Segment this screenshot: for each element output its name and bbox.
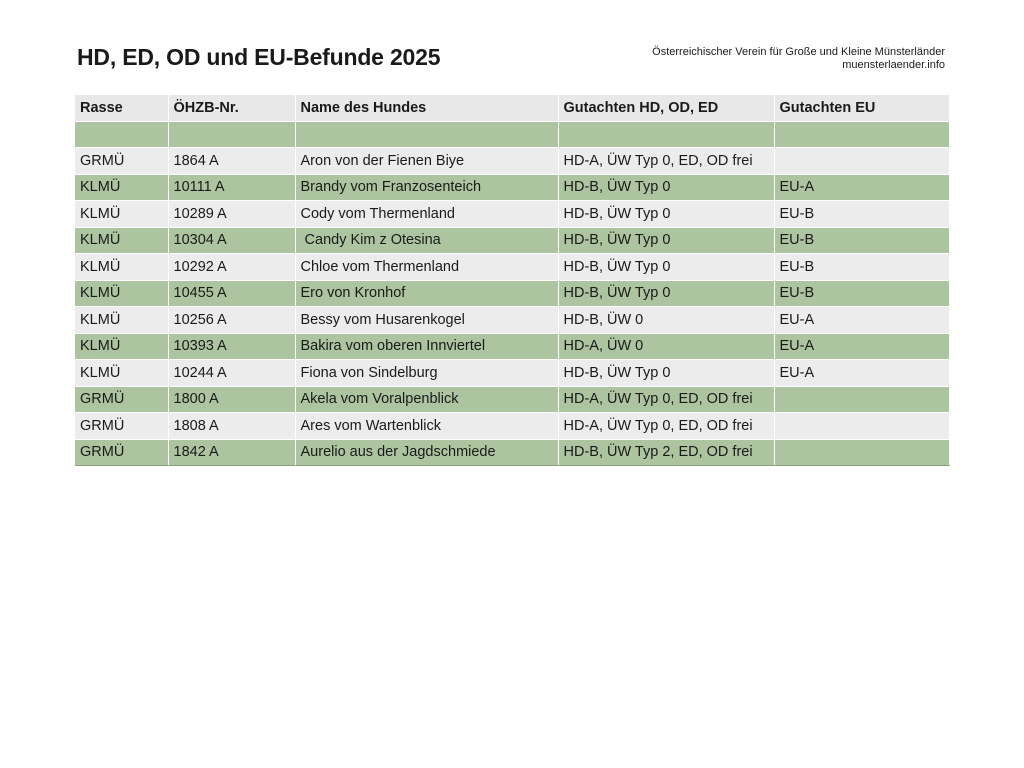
cell-oehzb-nr: 10289 A (168, 201, 295, 228)
table-row (75, 174, 949, 201)
cell-gutachten-eu: EU-B (774, 227, 949, 254)
organization-url: muensterlaender.info (842, 59, 945, 71)
cell-name: Cody vom Thermenland (295, 201, 558, 228)
cell-gutachten-hd-od-ed (558, 121, 774, 148)
cell-rasse: GRMÜ (75, 148, 168, 175)
table-row (75, 333, 949, 360)
cell-gutachten-eu (774, 121, 949, 148)
cell-oehzb-nr: 10304 A (168, 227, 295, 254)
cell-name: Aron von der Fienen Biye (295, 148, 558, 175)
cell-name: Fiona von Sindelburg (295, 360, 558, 387)
cell-gutachten-hd-od-ed: HD-B, ÜW Typ 0 (558, 360, 774, 387)
table-row (75, 413, 949, 440)
table-row (75, 254, 949, 281)
cell-gutachten-eu: EU-A (774, 333, 949, 360)
cell-gutachten-eu (774, 439, 949, 466)
cell-gutachten-hd-od-ed: HD-A, ÜW Typ 0, ED, OD frei (558, 148, 774, 175)
table-row (75, 307, 949, 334)
befunde-table (75, 95, 950, 466)
table-row (75, 280, 949, 307)
cell-rasse: KLMÜ (75, 174, 168, 201)
cell-oehzb-nr: 10111 A (168, 174, 295, 201)
cell-gutachten-eu: EU-A (774, 360, 949, 387)
cell-name: Ares vom Wartenblick (295, 413, 558, 440)
cell-gutachten-eu: EU-B (774, 201, 949, 228)
cell-name: Brandy vom Franzosenteich (295, 174, 558, 201)
cell-gutachten-hd-od-ed: HD-B, ÜW 0 (558, 307, 774, 334)
cell-gutachten-eu (774, 386, 949, 413)
cell-gutachten-eu: EU-B (774, 254, 949, 281)
cell-gutachten-hd-od-ed: HD-B, ÜW Typ 0 (558, 227, 774, 254)
cell-name (295, 121, 558, 148)
cell-gutachten-hd-od-ed: HD-B, ÜW Typ 2, ED, OD frei (558, 439, 774, 466)
cell-gutachten-hd-od-ed: HD-B, ÜW Typ 0 (558, 280, 774, 307)
cell-oehzb-nr: 10256 A (168, 307, 295, 334)
organization-info (652, 46, 945, 72)
cell-gutachten-hd-od-ed: HD-A, ÜW Typ 0, ED, OD frei (558, 386, 774, 413)
cell-rasse (75, 121, 168, 148)
cell-rasse: GRMÜ (75, 413, 168, 440)
column-header-oehzb-nr: ÖHZB-Nr. (168, 95, 295, 121)
table-header-row (75, 95, 949, 121)
cell-gutachten-hd-od-ed: HD-B, ÜW Typ 0 (558, 201, 774, 228)
cell-name: Bessy vom Husarenkogel (295, 307, 558, 334)
cell-name: Bakira vom oberen Innviertel (295, 333, 558, 360)
table-row (75, 360, 949, 387)
cell-oehzb-nr: 10455 A (168, 280, 295, 307)
cell-oehzb-nr: 1842 A (168, 439, 295, 466)
cell-oehzb-nr (168, 121, 295, 148)
cell-gutachten-hd-od-ed: HD-B, ÜW Typ 0 (558, 254, 774, 281)
column-header-name: Name des Hundes (295, 95, 558, 121)
table-row (75, 386, 949, 413)
cell-gutachten-hd-od-ed: HD-B, ÜW Typ 0 (558, 174, 774, 201)
page-title: HD, ED, OD und EU-Befunde 2025 (77, 44, 441, 70)
cell-rasse: KLMÜ (75, 360, 168, 387)
cell-gutachten-hd-od-ed: HD-A, ÜW Typ 0, ED, OD frei (558, 413, 774, 440)
cell-rasse: KLMÜ (75, 333, 168, 360)
cell-gutachten-eu (774, 148, 949, 175)
cell-gutachten-eu: EU-A (774, 174, 949, 201)
cell-rasse: KLMÜ (75, 227, 168, 254)
cell-oehzb-nr: 1800 A (168, 386, 295, 413)
cell-oehzb-nr: 1864 A (168, 148, 295, 175)
cell-name: Ero von Kronhof (295, 280, 558, 307)
cell-rasse: KLMÜ (75, 254, 168, 281)
cell-gutachten-eu (774, 413, 949, 440)
cell-oehzb-nr: 10292 A (168, 254, 295, 281)
cell-rasse: KLMÜ (75, 280, 168, 307)
column-header-gutachten-hd-od-ed: Gutachten HD, OD, ED (558, 95, 774, 121)
cell-gutachten-hd-od-ed: HD-A, ÜW 0 (558, 333, 774, 360)
cell-rasse: GRMÜ (75, 386, 168, 413)
cell-rasse: GRMÜ (75, 439, 168, 466)
cell-name: Candy Kim z Otesina (295, 227, 558, 254)
column-header-rasse: Rasse (75, 95, 168, 121)
cell-name: Aurelio aus der Jagdschmiede (295, 439, 558, 466)
column-header-gutachten-eu: Gutachten EU (774, 95, 949, 121)
cell-name: Akela vom Voralpenblick (295, 386, 558, 413)
cell-gutachten-eu: EU-A (774, 307, 949, 334)
cell-oehzb-nr: 10393 A (168, 333, 295, 360)
cell-name: Chloe vom Thermenland (295, 254, 558, 281)
cell-gutachten-eu: EU-B (774, 280, 949, 307)
table-row (75, 121, 949, 148)
table-row (75, 201, 949, 228)
cell-oehzb-nr: 10244 A (168, 360, 295, 387)
table-row (75, 148, 949, 175)
cell-oehzb-nr: 1808 A (168, 413, 295, 440)
table-row (75, 227, 949, 254)
cell-rasse: KLMÜ (75, 201, 168, 228)
cell-rasse: KLMÜ (75, 307, 168, 334)
table-row (75, 439, 949, 466)
organization-name: Österreichischer Verein für Große und Kleine Münsterländer (652, 46, 945, 58)
